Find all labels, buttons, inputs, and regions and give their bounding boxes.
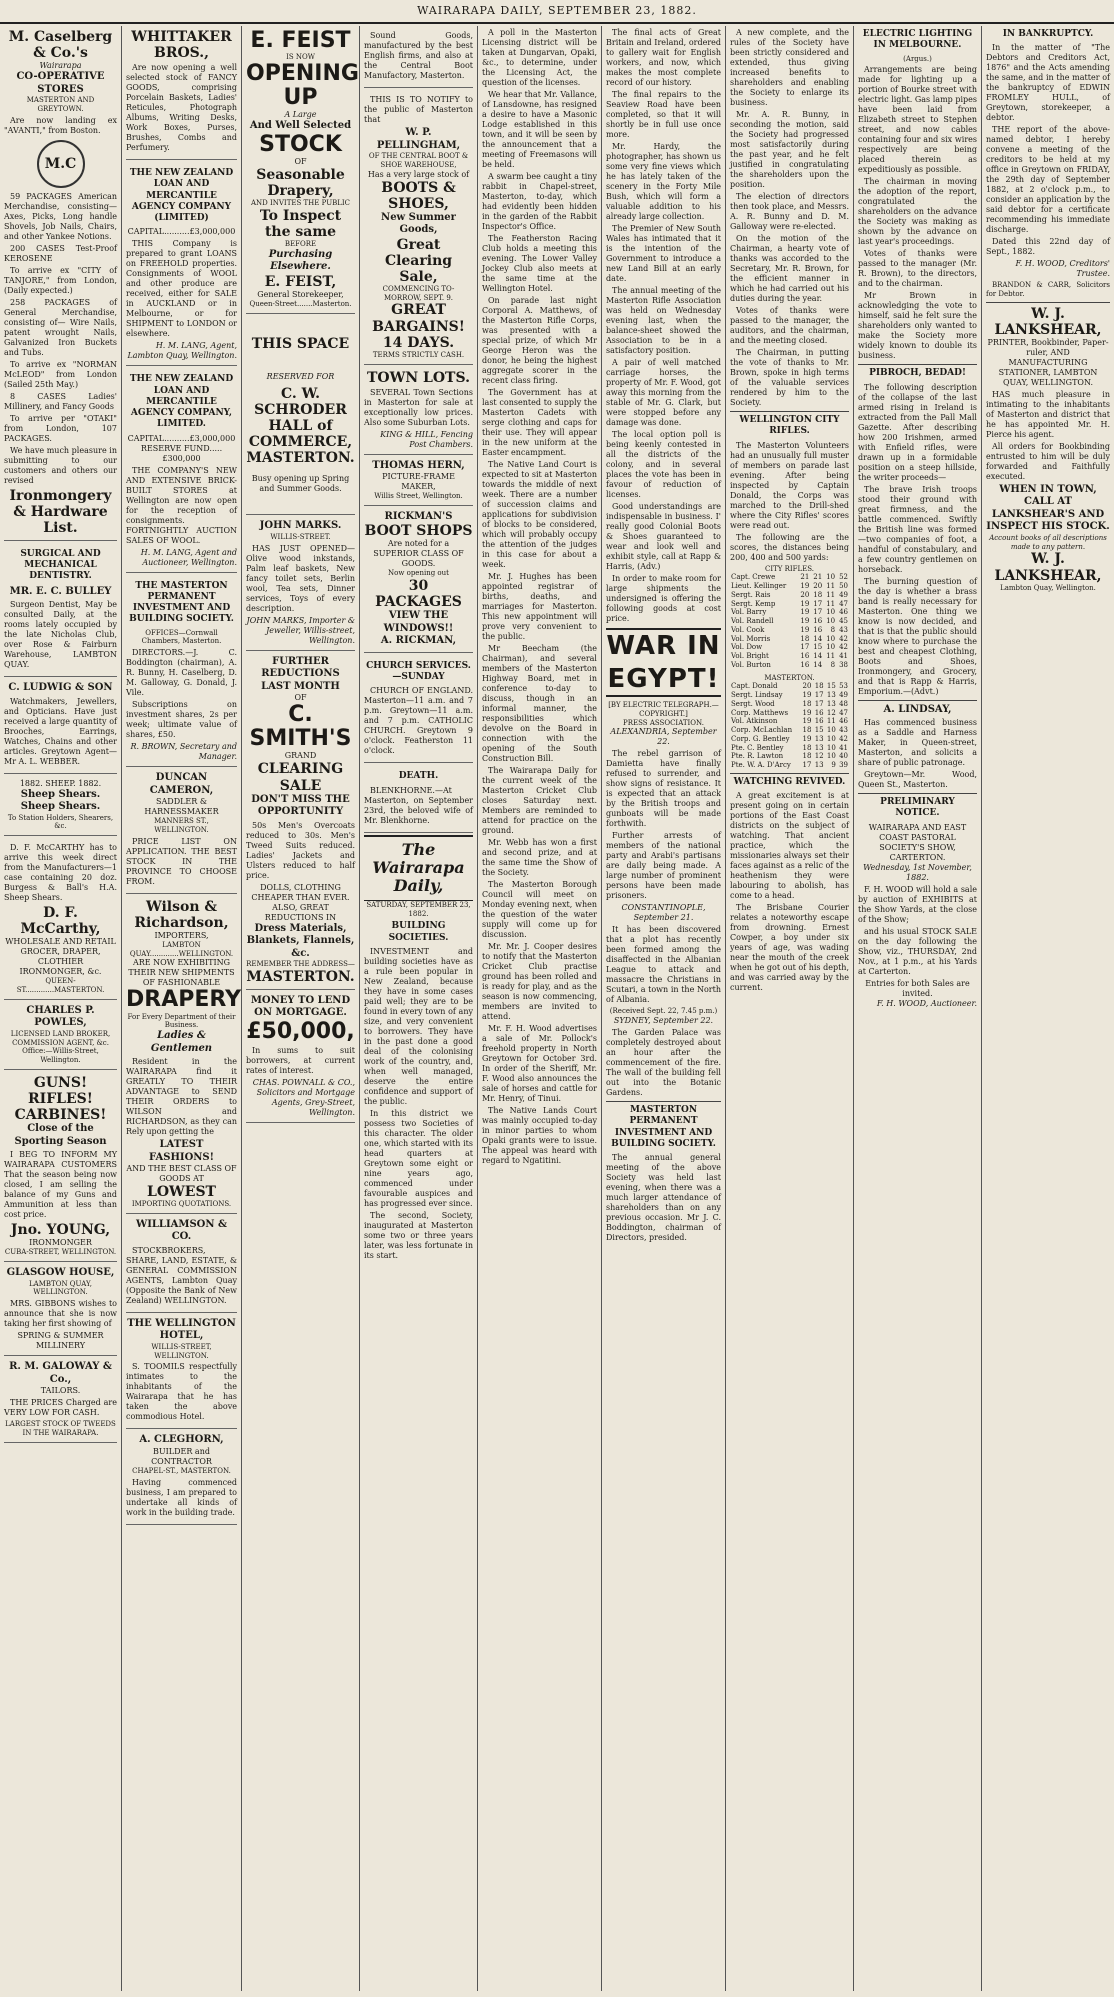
score-value: 15 [814,726,824,734]
score-row [730,582,849,591]
score-value: 47 [839,708,848,717]
powles-ad: CHARLES P. POWLES, LICENSED LAND BROKER, COMMISSION AGENT, &c. Office:—Willis-Street, Wellington. [4,1002,117,1070]
score-value: 20 [800,590,810,599]
score-value: 18 [802,699,812,708]
score-value: 10 [826,726,836,734]
score-name: Vol. Randell [731,617,774,625]
permanent-society-ad: THE MASTERTON PERMANENT INVESTMENT AND BUILDING SOCIETY. OFFICES—Cornwall Chambers, Masterton. DIRECTORS.—J. C. Boddington (chairman), A. R. Bunny, H. Caselberg, D. M. Galloway, G. Donald, J. Vile. Subscriptions on investment shares, 2s per week; ultimate value of shares, £50. R. BROWN, Secretary and Manager. [126,575,237,768]
score-value: 40 [839,752,848,761]
score-value: 53 [839,682,848,691]
score-value: 19 [802,734,812,743]
score-value: 42 [839,643,848,652]
score-row [730,635,849,644]
glasgow-house-ad: GLASGOW HOUSE, LAMBTON QUAY, WELLINGTON. MRS. GIBBONS wishes to announce that she is now taking her first showing of SPRING & SUMMER MILLINERY [4,1264,117,1356]
score-value: 17 [800,643,810,652]
boots-ad: Sound Goods, manufactured by the best English firms, and also at the Central Boot Manufactory, Masterton. [364,26,473,88]
ludwig-ad: C. LUDWIG & SON Watchmakers, Jewellers, and Opticians. Have just received a large quantity of Brooches, Earrings, Watches, Chains and other articles. Greytown Agent—Mr A. L. WEBBER. [4,679,117,774]
mc-logo-icon: M.C [37,140,85,188]
church-services: CHURCH SERVICES.—SUNDAY CHURCH OF ENGLAND. Masterton—11 a.m. and 7 p.m. Greytown—11 a.m. and 7 p.m. CATHOLIC CHURCH. Greytown 9 o'clock. Featherston 11 o'clock. [364,655,473,764]
score-name: Vol. Barry [731,608,767,617]
caselberg-name: M. Caselberg & Co.'s [8,29,113,62]
score-value: 10 [826,734,836,743]
score-value: 11 [826,582,836,590]
score-value: 18 [802,743,812,752]
score-value: 52 [839,573,848,582]
score-value: 10 [826,752,836,761]
score-value: 18 [800,634,810,643]
money-to-lend-ad: MONEY TO LEND ON MORTGAGE. £50,000, In sums to suit borrowers, at current rates of interest. CHAS. POWNALL & CO., Solicitors and Mortgage Agents, Grey-Street, Wellington. [246,992,355,1123]
score-value: 17 [813,608,823,617]
score-value: 17 [814,691,824,699]
score-value: 19 [800,599,810,608]
score-value: 13 [814,734,824,743]
score-value: 17 [814,699,824,708]
guns-ad: GUNS! RIFLES! CARBINES! Close of the Sporting Season I BEG TO INFORM MY WAIRARAPA CUSTOMERS That the season being now closed, I am selling the balance of my Guns and Ammunition at less than cost price. Jno. YOUNG, IRONMONGER CUBA-STREET, WELLINGTON. [4,1072,117,1262]
score-value: 11 [826,652,836,660]
score-name: Vol. Bright [731,652,769,660]
pellingham-ad: THIS IS TO NOTIFY to the public of Masterton that W. P. PELLINGHAM, OF THE CENTRAL BOOT & SHOE WAREHOUSE, Has a very large stock of BOOTS & SHOES, New Summer Goods, Great Clearing Sale, COMMENCING TO-MORROW, SEPT. 9. GREAT BARGAINS! 14 DAYS. TERMS STRICTLY CASH. [364,90,473,365]
score-row [730,643,849,652]
score-value: 38 [839,660,848,669]
score-value: 17 [813,599,823,608]
score-value: 14 [813,634,823,643]
column-9: IN BANKRUPTCY. In the matter of "The Debtors and Creditors Act, 1876" and the Acts amending the same, and in the matter of the bankruptcy of EDWIN FROMLEY HULL, of Greytown, storekeeper, a debtor. THE report of the above-named debtor, I hereby convene a meeting of the creditors to be held at my office in Greytown on FRIDAY, the 29th day of September 1882, at 2 o'clock p.m., to consider an application by the said debtor for a certificate recommending his immediate discharge. Dated this 22nd day of Sept., 1882. F. H. WOOD, Creditors' Trustee. BRANDON & CARR, Solicitors for Debtor. W. J. LANKSHEAR, PRINTER, Bookbinder, Paper-ruler, AND MANUFACTURING STATIONER, LAMBTON QUAY, WELLINGTON. HAS much pleasure in intimating to the inhabitants of Masterton and district that he has appointed Mr. H. Pierce his agent. All orders for Bookbinding entrusted to him will be duly forwarded and Faithfully executed. WHEN IN TOWN, CALL AT LANKSHEAR'S AND INSPECT HIS STOCK. Account books of all descriptions made to any pattern. W. J. LANKSHEAR, Lambton Quay, Wellington. [986,29,1110,592]
score-value: 18 [802,752,812,761]
score-value: 13 [814,761,824,769]
score-value: 16 [814,717,824,726]
score-value: 9 [831,761,836,769]
score-name: Lieut. Kellinger [731,582,787,590]
score-value: 16 [800,652,810,660]
williamson-ad: WILLIAMSON & CO. STOCKBROKERS, SHARE, LAND, ESTATE, & GENERAL COMMISSION AGENTS, Lambton Quay (Opposite the Bank of New Zealand) WELLINGTON. [126,1216,237,1313]
score-row [730,709,849,718]
score-value: 41 [839,743,848,752]
column-1 [0,26,122,1991]
column-2 [122,26,242,1991]
score-value: 17 [802,761,812,769]
wellington-hotel-ad: THE WELLINGTON HOTEL, WILLIS-STREET, WELLINGTON. S. TOOMILS respectfully intimates to the inhabitants of the Wairarapa that he has taken the above commodious Hotel. [126,1315,237,1430]
john-marks-ad: JOHN MARKS. WILLIS-STREET. HAS JUST OPENED— Olive wood inkstands, Palm leaf baskets, New fancy toilet sets, Berlin wool, Tea sets, Dinner services, Toys of every description. JOHN MARKS, Importer & Jeweller, Willis-street, Wellington. [246,517,355,650]
rickman-ad: RICKMAN'S BOOT SHOPS Are noted for a SUPERIOR CLASS OF GOODS. Now opening out 30 PACKAGES VIEW THE WINDOWS!! A. RICKMAN, [364,508,473,653]
score-value: 11 [826,599,836,608]
score-row [730,744,849,753]
thomas-hern-ad: THOMAS HERN, PICTURE-FRAME MAKER, Willis Street, Wellington. [364,457,473,506]
caselberg-ad: M. Caselberg & Co.'s Wairarapa CO-OPERATIVE STORES MASTERTON AND GREYTOWN. Are now landing ex "AVANTI," from Boston. M.C 59 PACKAGES American Merchandise, consisting—Axes, Picks, Long handle Shovels, Job Nails, Chairs, and other Yankee Notions. 200 CASES Test-Proof KEROSENE To arrive ex "CITY of TANJORE," from London, (Daily expected.) 258 PACKAGES of General Merchandise, consisting of— Wire Nails, patent wrought Nails, Galvanized Iron Buckets and Tubs. To arrive ex "NORMAN McLEOD" from London (Sailed 25th May.) 8 CASES Ladies' Millinery, and Fancy Goods To arrive per "OTAKI" from London, 107 PACKAGES. We have much pleasure in submitting to our customers and others our revised Ironmongery & Hardware List. [4,26,117,541]
score-name: Corp. G. Bentley [731,734,790,743]
score-name: Pte. R. Lawton [731,752,784,761]
column-5: A poll in the Masterton Licensing district will be taken at Dungarvan, Opaki, &c., to determine, under the Licensing Act, the question of the licenses. We hear that Mr. Vallance, of Lansdowne, has resigned a desire to have a Masonic Lodge established in this town, and it will be seen by the announcement that a meeting of Freemasons will be held. A swarm bee caught a tiny rabbit in Chapel-street, Masterton, to-day, which had evidently been hidden in the garden of the Rabbit Inspector's Office. The Featherston Racing Club holds a meeting this evening. The Lower Valley Jockey Club also meets at the same time at the Wellington Hotel. On parade last night Corporal A. Matthews, of the Masterton Rifle Corps, was presented with a special prize, of which Mr George Heron was the donor, he being the highest aggregate scorer in the recent class firing. The Government has at last consented to supply the Masterton Cadets with serge clothing and caps for their use. They will appear in the new uniform at the Easter encampment. The Native Land Court is expected to sit at Masterton towards the middle of next week. There are a number of succession claims and applications for subdivision of blocks to be considered, which will probably occupy the attention of the judges in this case for about a week. Mr. J. Hughes has been appointed registrar of births, deaths, and marriages for Masterton. This new appointment will prove very convenient to the public. Mr Beecham (the Chairman), and several members of the Masterton Highway Board, met in conference to-day to discuss, though in an informal manner, the responsibilities which devolve on the Board in connection with the opening of the South Construction Bill. The Wairarapa Daily for the current week of the Masterton Cricket Club closes Saturday next. Members are reminded to attend for practice on the ground. Mr. Webb has won a first and second prize, and at the same time the Show of the Society. The Masterton Borough Council will meet on Monday evening next, when the question of the water supply will come up for discussion. Mr. Mr. J. Cooper desires to notify that the Masterton Cricket Club practise ground has been rolled and is ready for play, and as the season is now commencing, members are invited to attend. Mr. F. H. Wood advertises a sale of Mr. Pollock's freehold property in North Greytown for October 3rd. In order of the Sheriff, Mr. F. Wood also announces the sale of horses and cattle for Mr. Henry, of Tinui. The Native Lands Court was mainly occupied to-day in minor parties to whom Opaki grants were to issue. The appeal was heard with regard to Ngatitini. [478,26,602,1991]
schroder-space-ad: THIS SPACE RESERVED FOR C. W. SCHRODER HALL of COMMERCE, MASTERTON. Busy opening up Spring and Summer Goods. [246,316,355,516]
score-value: 43 [839,625,848,634]
score-row [730,726,849,735]
score-value: 8 [830,660,836,669]
score-name: Sergt. Lindsay [731,691,783,699]
score-value: 13 [826,699,836,708]
score-name: Vol. Dow [731,643,763,652]
score-name: Sergt. Rais [731,590,771,599]
score-value: 20 [813,582,823,590]
score-value: 19 [800,608,810,617]
score-value: 46 [839,608,848,617]
score-value: 13 [814,743,824,752]
score-value: 10 [826,608,836,617]
score-value: 47 [839,599,848,608]
score-value: 49 [839,691,848,699]
score-value: 16 [800,660,810,669]
score-value: 10 [826,643,836,652]
score-row [730,761,849,770]
score-value: 19 [800,617,810,625]
column-8: ELECTRIC LIGHTING IN MELBOURNE. (Argus.) Arrangements are being made for lighting up a portion of Bourke street with electric light. Gas lamp pipes have been laid from Elizabeth street to Stephen street, and now cables containing four and six wires respectively are being placed therein as expeditiously as possible. The chairman in moving the adoption of the report, congratulated the shareholders on the advance the Society was making as shown by the advance on last year's proceedings. Votes of thanks were passed to the manager (Mr. R. Brown), to the directors, and to the chairman. Mr Brown in acknowledging the vote to himself, said he felt sure the shareholders only wanted to make the Society more widely known to double its business. PIBROCH, BEDAD! The following description of the collapse of the last armed rising in Ireland is extracted from the Pall Mall Gazette. After describing how 200 Irishmen, armed with Enfield rifles, were drawn up in a formidable position on a steep hillside, the writer proceeds— The brave Irish troops stood their ground with great firmness, and the battle commenced. Swiftly the British line was formed —two companies of foot, a handful of constabulary, and a few country gentlemen on horseback. The burning question of the day is whether a brass band is really necessary for Masterton. One thing we know is now decided, and that is that the public should know where to purchase the best and cheapest Clothing, Boots and Shoes, Ironmongery, and Grocery, and that is Rapp & Harris, Emporium.—(Advt.) A. LINDSAY, Has commenced business as a Saddle and Harness Maker, in Queen-street, Masterton, and solicits a share of public patronage. Greytown—Mr. Wood, Queen St., Masterton. PRELIMINARY NOTICE. WAIRARAPA AND EAST COAST PASTORAL SOCIETY'S SHOW, CARTERTON. Wednesday, 1st November, 1882. F. H. WOOD will hold a sale by auction of EXHIBITS at the Show Yards, at the close of the Show; and his usual STOCK SALE on the day following the Show, viz., THURSDAY, 2nd Nov., at 1 p.m., at his Yards at Carterton. Entries for both Sales are invited. F. H. WOOD, Auctioneer. [854,26,982,1991]
score-value: 10 [826,634,836,643]
score-value: 19 [800,582,810,590]
score-value: 49 [839,590,848,599]
score-value: 48 [839,699,848,708]
war-in-egypt-headline: WAR IN EGYPT! [606,628,721,697]
whittaker-ad: WHITTAKER BROS., Are now opening a well selected stock of FANCY GOODS, comprising Porcelain Baskets, Ladies' Reticules, Photograph Albums, Writing Desks, Work Boxes, Purses, Brushes, Combs and Perfumery. [126,26,237,160]
death-notice: DEATH. BLENKHORNE.—At Masterton, on September 23rd, the beloved wife of Mr. Blenkhorne. [364,765,473,832]
score-value: 16 [813,625,823,634]
score-value: 14 [813,652,823,660]
score-value: 10 [826,617,836,625]
score-name: Sergt. Kemp [731,599,776,608]
score-value: 18 [802,726,812,734]
score-value: 12 [826,708,836,717]
score-value: 45 [839,617,848,625]
score-value: 50 [839,582,848,590]
score-name: Capt. Crewe [731,573,776,582]
score-value: 10 [826,573,836,582]
score-value: 13 [826,691,836,699]
score-value: 10 [826,743,836,752]
sheep-shears-ad: 1882. SHEEP. 1882. Sheep Shears. Sheep Shears. To Station Holders, Shearers, &c. [4,776,117,837]
score-value: 12 [814,752,824,761]
score-value: 20 [802,682,812,691]
score-value: 16 [813,617,823,625]
score-value: 46 [839,717,848,726]
score-value: 16 [814,708,824,717]
score-row [730,591,849,600]
column-4 [360,26,478,1991]
score-value: 19 [802,708,812,717]
score-value: 21 [813,573,823,582]
score-value: 8 [830,625,836,634]
score-row [730,626,849,635]
score-value: 43 [839,726,848,734]
score-name: Pte. W. A. D'Arcy [731,761,791,769]
score-name: Corp. Matthews [731,708,789,717]
score-value: 19 [802,691,812,699]
score-name: Corp. McLachlan [731,726,793,734]
score-value: 15 [826,682,836,691]
score-row [730,661,849,670]
cleghorn-ad: A. CLEGHORN, BUILDER and CONTRACTOR CHAPEL-ST., MASTERTON. Having commenced business, I am prepared to undertake all kinds of work in the building trade. [126,1431,237,1524]
column-3 [242,26,360,1991]
score-name: Vol. Burton [731,660,771,669]
galloway-ad: R. M. GALOWAY & Co., TAILORS. THE PRICES Charged are VERY LOW FOR CASH. LARGEST STOCK OF TWEEDS IN THE WAIRARAPA. [4,1358,117,1443]
score-value: 42 [839,734,848,743]
score-name: Pte. C. Bentley [731,743,784,752]
paper-title: The Wairarapa Daily, [364,835,473,901]
score-row [730,717,849,726]
wilson-richardson-ad: Wilson & Richardson, IMPORTERS, LAMBTON QUAY.............WELLINGTON. ARE NOW EXHIBITING THEIR NEW SHIPMENTS OF FASHIONABLE DRAPERY For Every Department of their Business. Ladies & Gentlemen Resident in the WAIRARAPA find it GREATLY TO THEIR ADVANTAGE to SEND THEIR ORDERS to WILSON and RICHARDSON, as they can Rely upon getting the LATEST FASHIONS! AND THE BEST CLASS OF GOODS AT LOWEST IMPORTING QUOTATIONS. [126,896,237,1214]
score-row [730,573,849,582]
mccarthy-ad: D. F. McCARTHY has to arrive this week direct from the Manufacturers—1 case containing 20 doz. Burgess & Ball's H.A. Sheep Shears. D. F. McCarthy, WHOLESALE AND RETAIL GROCER, DRAPER, CLOTHIER IRONMONGER, &c. QUEEN-ST.............MASTERTON. [4,838,117,1000]
score-row [730,652,849,661]
score-value: 14 [813,660,823,669]
score-name: Sergt. Wood [731,699,775,708]
score-row [730,700,849,709]
cameron-ad: DUNCAN CAMERON, SADDLER & HARNESSMAKER MANNERS ST., WELLINGTON. PRICE LIST ON APPLICATION. THE BEST STOCK IN THE PROVINCE TO CHOOSE FROM. [126,769,237,894]
smith-clearing-sale-ad: FURTHER REDUCTIONS LAST MONTH OF C. SMITH'S GRAND CLEARING SALE DON'T MISS THE OPPORTUNITY 50s Men's Overcoats reduced to 30s. Men's Tweed Suits reduced. Ladies' Jackets and Ulsters reduced to half price. DOLLS, CLOTHING CHEAPER THAN EVER. ALSO, GREAT REDUCTIONS IN Dress Materials, Blankets, Flannels, &c. REMEMBER THE ADDRESS— MASTERTON. [246,653,355,990]
score-row [730,691,849,700]
score-value: 41 [839,652,848,660]
score-value: 21 [800,573,810,582]
score-value: 11 [826,590,836,599]
score-row [730,735,849,744]
score-name: Vol. Cook [731,625,765,634]
score-value: 39 [839,761,848,769]
column-6: The final acts of Great Britain and Ireland, ordered to gallery wait for English workers, and now, which makes the most complete record of our history. The final repairs to the Seaview Road have been completed, so that it will shortly be in full use once more. Mr. Hardy, the photographer, has shown us some very fine views which he has lately taken of the scenery in the Forty Mile Bush, which will form a valuable addition to his already large collection. The Premier of New South Wales has intimated that it is the intention of the Government to introduce a new Land Bill at an early date. The annual meeting of the Masterton Rifle Association was held on Wednesday evening last, when the balance-sheet showed the Association to be in a satisfactory position. A pair of well matched carriage horses, the property of Mr. F. Wood, got away this morning from the stable of Mr. G. Clark, but were stopped before any damage was done. The local option poll is being keenly contested in all the districts of the colony, and in several places the vote has been in favour of reduction of licenses. Good understandings are indispensable in business. I' really good Colonial Boots & Shoes guaranteed to wear and look well and exhibit style, call at Rapp & Harris, (Adv.) In order to make room for large shipments the undersigned is offering the following goods at cost price. WAR IN EGYPT! [BY ELECTRIC TELEGRAPH.—COPYRIGHT.] PRESS ASSOCIATION. ALEXANDRIA, September 22. The rebel garrison of Damietta have finally refused to surrender, and show signs of resistance. It is expected that an attack by the British troops and gunboats will be made forthwith. Further arrests of members of the national party and Arabi's partisans are daily being made. A large number of prominent persons have been made prisoners. CONSTANTINOPLE, September 21. It has been discovered that a plot has recently been formed among the disaffected in the Albanian League to attack and massacre the Christians in Scutari, a town in the North of Albania. (Received Sept. 22, 7.45 p.m.) SYDNEY, September 22. The Garden Palace was completely destroyed about an hour after the commencement of the fire. The wall of the building fell out into the Botanic Gardens. MASTERTON PERMANENT INVESTMENT AND BUILDING SOCIETY. The annual general meeting of the above Society was held last evening, when there was a much larger attendance of shareholders than on any previous occasion. Mr J. C. Boddington, chairman of Directors, presided. [602,26,726,1991]
masthead: WAIRARAPA DAILY, SEPTEMBER 23, 1882. [0,0,1114,24]
score-row [730,608,849,617]
feist-ad: E. FEIST IS NOW OPENING UP A Large And Well Selected STOCK OF Seasonable Drapery, AND INVITES THE PUBLIC To Inspect the same BEFORE Purchasing Elsewhere. E. FEIST, General Storekeeper, Queen-Street.......Masterton. [246,26,355,314]
score-value: 15 [813,643,823,652]
masterton-scores-table [730,682,849,770]
score-value: 18 [813,590,823,599]
nz-loan-ad-1: THE NEW ZEALAND LOAN AND MERCANTILE AGENCY COMPANY (LIMITED) CAPITAL..........£3,000,000 THIS Company is prepared to grant LOANS on FREEHOLD properties. Consignments of WOOL and other produce are received, either for SALE in AUCKLAND or in Melbourne, or for SHIPMENT to LONDON or elsewhere. H. M. LANG, Agent, Lambton Quay, Wellington. [126,162,237,366]
nz-loan-ad-2: THE NEW ZEALAND LOAN AND MERCANTILE AGENCY COMPANY, LIMITED. CAPITAL..........£3,000,000 RESERVE FUND.....£300,000 THE COMPANY'S NEW AND EXTENSIVE BRICK-BUILT STORES at Wellington are now open for the reception of consignments. FORTNIGHTLY AUCTION SALES OF WOOL. H. M. LANG, Agent and Auctioneer, Wellington. [126,368,237,572]
score-row [730,600,849,609]
editorial: The Wairarapa Daily, SATURDAY, SEPTEMBER 23, 1882. BUILDING SOCIETIES. INVESTMENT and building societies have as a rule been popular in New Zealand, because they have in some cases paid well; they are to be found in every town of any size, and very convenient to borrowers. They have in the past done a good deal of the colonising work of the country, and, when well managed, deserve the entire confidence and support of the public. In this district we possess two Societies of this character. The older one, which started with its head quarters at Greytown some eight or nine years ago, commenced under favourable auspices and has progressed ever since. The second, Society, inaugurated at Masterton some two or three years later, was less fortunate in its start. [364,835,473,1261]
score-name: Vol. Morris [731,634,771,643]
score-value: 42 [839,634,848,643]
town-lots-ad: TOWN LOTS. SEVERAL Town Sections in Masterton for sale at exceptionally low prices. Also some Suburban Lots. KING & HILL, Fencing Post Chambers. [364,367,473,455]
score-row [730,682,849,691]
score-name: Capt. Donald [731,682,778,691]
score-value: 11 [826,717,836,726]
dentist-ad: SURGICAL AND MECHANICAL DENTISTRY. MR. E. C. BULLEY Surgeon Dentist, May be consulted Daily, at the rooms lately occupied by the late Nicholas Club, over Rose & Fairburn Warehouse, LAMBTON QUAY. [4,543,117,677]
column-7: A new complete, and the rules of the Society have been strictly considered and extended, thus giving increased benefits to shareholders and enabling the Society to enlarge its business. Mr. A. R. Bunny, in seconding the motion, said the Society had progressed most satisfactorily during the past year, and he felt justified in congratulating the shareholders upon the position. The election of directors then took place, and Messrs. A. R. Bunny and D. M. Galloway were re-elected. On the motion of the Chairman, a hearty vote of thanks was accorded to the Secretary, Mr. R. Brown, for the efficient manner in which he had carried out his duties during the year. Votes of thanks were passed to the manager, the auditors, and the chairman, and the meeting closed. The Chairman, in putting the vote of thanks to Mr. Brown, spoke in high terms of the valuable services rendered by him to the Society. WELLINGTON CITY RIFLES. The Masterton Volunteers had an unusually full muster of members on parade last evening. After being inspected by Captain Donald, the Corps was marched to the Drill-shed where the City Rifles' scores were read out. The following are the scores, the distances being 200, 400 and 500 yards: CITY RIFLES. Capt. Crewe 21 21 10 52 Lieut. Kellinger 19 20 11 50 Sergt. Rais 20 18 11 49 Sergt. Kemp 19 17 11 47 Vol. Barry 19 17 10 46 Vol. Randell 19 16 10 45 Vol. Cook 19 16 8 43 Vol. Morris 18 14 10 42 Vol. Dow 17 15 10 42 Vol. Bright 16 14 11 41 Vol. Burton 16 14 8 38 MASTERTON. Capt. Donald 20 18 15 53 Sergt. Lindsay 19 17 13 49 Sergt. Wood 18 17 13 48 Corp. Matthews 19 16 12 47 Vol. Atkinson 19 16 11 46 Corp. McLachlan 18 15 10 43 Corp. G. Bentley 19 13 10 42 Pte. C. Bentley 18 13 10 41 Pte. R. Lawton 18 12 10 40 Pte. W. A. D'Arcy 17 13 9 39 WATCHING REVIVED. A great excitement is at present going on in certain portions of the East Coast districts on the subject of watching. That ancient practice, which the missionaries always set their faces against as a relic of the heathenism they were labouring to abolish, has come to a head. The Brisbane Courier relates a noteworthy escape from drowning. Ernest Cowper, a boy under six years of age, was wading near the mouth of the creek when he got out of his depth, and was carried away by the current. [726,26,854,1991]
city-rifles-scores-table [730,573,849,669]
divider [606,1101,721,1102]
score-value: 18 [814,682,824,691]
score-row [730,617,849,626]
score-name: Vol. Atkinson [731,717,778,726]
score-value: 19 [800,625,810,634]
score-value: 19 [802,717,812,726]
score-row [730,752,849,761]
